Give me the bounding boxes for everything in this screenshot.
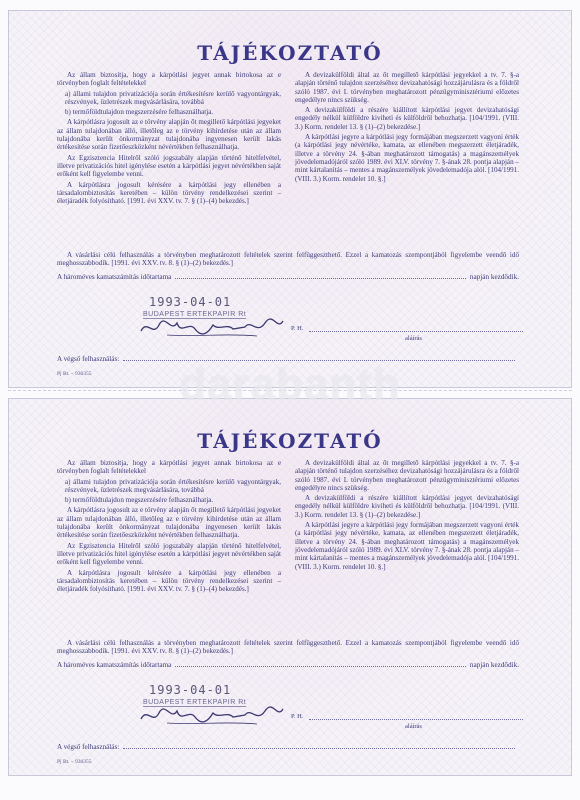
handwritten-signature (137, 701, 287, 729)
paragraph: A kárpótlásra jogosult kérésére a kárpótlási jegy ellenében a társadalombiztosítás keretében – külön törvény rendelkezései szerint – életjáradék folyósítható. [1991. évi XXV. tv. 7. § (1)–(4) bekezdés.] (57, 180, 281, 206)
paragraph: A kárpótlásra jogosult kérésére a kárpótlási jegy ellenében a társadalombiztosítás keretében – külön törvény rendelkezései szerint – életjáradék folyósítható. [1991. évi XXV. tv. 7. § (1)–(4) bekezdés.] (57, 568, 281, 594)
seal-placeholder-label: P. H. (291, 713, 304, 720)
dotted-line (175, 666, 466, 667)
paragraph: A kárpótlási jegyre a kárpótlási jegy formájában megszerzett vagyoni érték (a kárpótlási jegy névértéke, kamata, az ellenében megszerzett életjáradék, illetve a törvény 24. §-ában meghatározott támogatás) a magánszemélyek jövedelemadójáról szóló 1989. évi XLV. törvény 7. §-ának 28. pontja alapján – mint kártalanítás – mentes a magánszemélyek jövedelemadója alól. [104/1991. (VIII. 3.) Korm. rendelet 10. §.] (295, 521, 519, 571)
paragraph: A devizakülföldi a részére kiállított kárpótlási jegyet devizahatósági engedély nélkül külföldre kiviheti és külföldről behozhatja. [104/1991. (VIII. 3.) Korm. rendelet 13. § (1)–(2) bekezdése.] (295, 494, 519, 519)
printer-code: Pj Bt. – 930355 (57, 759, 92, 765)
final-use-label: A végső felhasználás: (57, 743, 120, 751)
handwritten-signature (137, 313, 287, 341)
full-width-paragraph: A vásárlási célú felhasználás a törvényben meghatározott feltételek szerint felfüggeszthető. Ezzel a kamatozás szempontjából figyelembe veendő idő meghosszabbodik. [1991. évi XXV. tv. 8. § (1)–(2) bekezdés.] (57, 639, 519, 656)
text-columns (57, 71, 519, 207)
paragraph: A kárpótlási jegyre a kárpótlási jegy formájában megszerzett vagyoni érték (a kárpótlási jegy névértéke, kamata, az ellenében megszerzett életjáradék, illetve a törvény 24. §-ában meghatározott támogatás) a magánszemélyek jövedelemadójáról szóló 1989. évi XLV. törvény 7. §-ának 28. pontja alapján – mint kártalanítás – mentes a magánszemélyek jövedelemadója alól. [104/1991. (VIII. 3.) Korm. rendelet 10. §.] (295, 133, 519, 183)
paragraph: Az Egzisztencia Hitelről szóló jogszabály alapján történő hitelfelvétel, illetve privatizációs hitel igénylése esetén a kárpótlási jegyet névértékben saját erőként kell figyelembe venni. (57, 541, 281, 567)
form-sheet-top (8, 10, 572, 388)
interest-row (57, 661, 519, 669)
date-stamp: 1993-04-01 (149, 295, 232, 309)
interest-row (57, 273, 519, 281)
full-width-paragraph: A vásárlási célú felhasználás a törvényben meghatározott feltételek szerint felfüggeszthető. Ezzel a kamatozás szempontjából figyelembe veendő idő meghosszabbodik. [1991. évi XXV. tv. 8. § (1)–(2) bekezdés.] (57, 251, 519, 268)
paragraph-item-a: a) állami tulajdon privatizációja során értékesítésre kerülő vagyontárgyak, részvények, üzletrészek megvásárlására, továbbá (65, 477, 281, 494)
paragraph: Az állam biztosítja, hogy a kárpótlási jegyet annak birtokosa az e törvényben foglalt feltételekkel (57, 459, 281, 476)
paragraph: A kárpótlásra jogosult az e törvény alapján őt megillető kárpótlási jegyeket az állam tulajdonában álló, illetőleg az e törvény kihirdetése után az állam tulajdonába került önkormányzat tulajdonába ingyenesen került lakás értékesítése során fizetőeszközként névértékben felhasználhatja. (57, 506, 281, 540)
paragraph: Az állam biztosítja, hogy a kárpótlási jegyet annak birtokosa az e törvényben foglalt feltételekkel (57, 71, 281, 88)
organization-stamp: BUDAPEST ERTEKPAPIR Rt (143, 699, 247, 706)
date-stamp: 1993-04-01 (149, 683, 232, 697)
paragraph: A kárpótlásra jogosult az e törvény alapján őt megillető kárpótlási jegyeket az állam tulajdonában álló, illetőleg az e törvény kihirdetése után az állam tulajdonába került önkormányzat tulajdonába ingyenesen került lakás értékesítése során fizetőeszközként névértékben felhasználhatja. (57, 118, 281, 152)
text-columns (57, 459, 519, 595)
paragraph: A devizakülföldi által az őt megillető kárpótlási jegyekkel a tv. 7. §-a alapján történő tulajdon szerzéséhez devizahatósági hozzájárulásra és a földről szóló 1987. évi I. törvényben meghatározott pénzügyminisztériumi előzetes engedélyre nincs szükség. (295, 459, 519, 492)
left-column (57, 459, 281, 595)
paragraph: A devizakülföldi a részére kiállított kárpótlási jegyet devizahatósági engedély nélkül külföldre kiviheti és külföldről behozhatja. [104/1991. (VIII. 3.) Korm. rendelet 13. § (1)–(2) bekezdése.] (295, 106, 519, 131)
form-title: TÁJÉKOZTATÓ (197, 41, 383, 65)
interest-label: A hároméves kamatszámítás időtartama (57, 661, 172, 669)
interest-suffix: napján kezdődik. (469, 661, 519, 669)
organization-stamp: BUDAPEST ERTEKPAPIR Rt (143, 311, 247, 318)
form-sheet-bottom (8, 398, 572, 776)
signature-line (309, 331, 523, 332)
paragraph-item-b: b) termőföldtulajdon megszerzésére felhasználhatja. (65, 108, 214, 117)
interest-suffix: napján kezdődik. (469, 273, 519, 281)
form-title: TÁJÉKOZTATÓ (197, 429, 383, 453)
interest-label: A hároméves kamatszámítás időtartama (57, 273, 172, 281)
final-use-label: A végső felhasználás: (57, 355, 120, 363)
dotted-line (123, 748, 515, 749)
paragraph-item-a: a) állami tulajdon privatizációja során értékesítésre kerülő vagyontárgyak, részvények, üzletrészek megvásárlására, továbbá (65, 89, 281, 106)
signature-label: aláírás (405, 335, 422, 342)
final-use-row (57, 743, 519, 751)
dotted-line (175, 278, 466, 279)
printer-code: Pj Bt. – 930355 (57, 371, 92, 377)
left-column (57, 71, 281, 207)
watermark-text: darabanth (179, 360, 401, 409)
right-column (295, 71, 519, 207)
right-column (295, 459, 519, 595)
paragraph-item-b: b) termőföldtulajdon megszerzésére felhasználhatja. (65, 496, 214, 505)
seal-placeholder-label: P. H. (291, 325, 304, 332)
paragraph: A devizakülföldi által az őt megillető kárpótlási jegyekkel a tv. 7. §-a alapján történő tulajdon szerzéséhez devizahatósági hozzájárulásra és a földről szóló 1987. évi I. törvényben meghatározott pénzügyminisztériumi előzetes engedélyre nincs szükség. (295, 71, 519, 104)
signature-label: aláírás (405, 723, 422, 730)
paragraph: Az Egzisztencia Hitelről szóló jogszabály alapján történő hitelfelvétel, illetve privatizációs hitel igénylése esetén a kárpótlási jegyet névértékben saját erőként kell figyelembe venni. (57, 153, 281, 179)
signature-line (309, 719, 523, 720)
